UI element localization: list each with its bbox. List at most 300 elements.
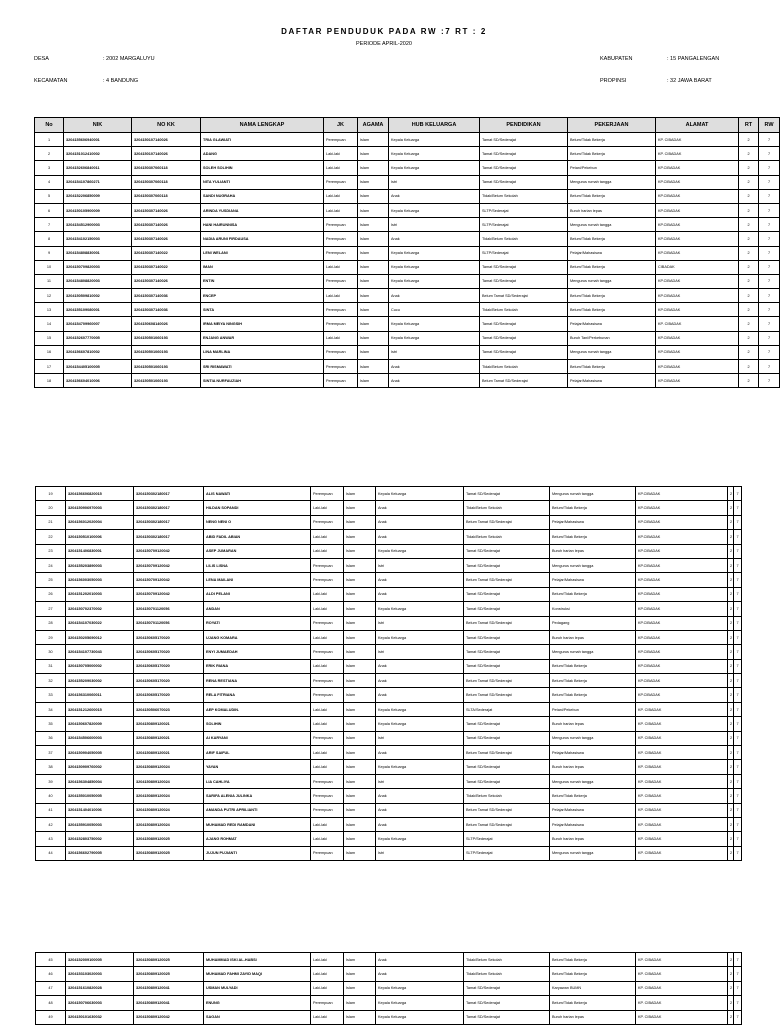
cell-no-kk: 3204150605170020 (134, 674, 204, 688)
cell-jk: Perempuan (324, 246, 358, 260)
table-row (35, 246, 780, 260)
cell-agama: Islam (358, 345, 389, 359)
cell-alamat: KP.CIBADAK (636, 558, 728, 572)
cell-hub-keluarga: Anak (376, 515, 464, 529)
cell-alamat: KP.CIBADAK (636, 602, 728, 616)
cell-pekerjaan: Belum/Tidak Bekerja (568, 232, 656, 246)
cell-rt: 2 (739, 345, 759, 359)
cell-rt: 2 (728, 774, 734, 788)
table-row (35, 203, 780, 217)
cell-rt: 2 (739, 175, 759, 189)
cell-no-kk: 3204150809120025 (134, 967, 204, 981)
table-row (35, 331, 780, 345)
cell-pekerjaan: Buruh harian lepas (550, 717, 636, 731)
cell-agama: Islam (344, 487, 376, 501)
cell-alamat: KP.CIBADAK (656, 246, 739, 260)
cell-pendidikan: Belum Tamat SD/Sederajat (480, 374, 568, 388)
cell-no: 11 (35, 274, 64, 288)
cell-no-kk: 3204150608140026 (132, 317, 201, 331)
cell-no: 49 (36, 1010, 66, 1024)
cell-pendidikan: Tamat SD/Sederajat (464, 602, 550, 616)
cell-nik: 3204155910050003 (66, 817, 134, 831)
table-row (36, 774, 742, 788)
cell-agama: Islam (344, 630, 376, 644)
cell-jk: Laki-laki (311, 501, 344, 515)
cell-jk: Perempuan (324, 218, 358, 232)
cell-hub-keluarga: Anak (376, 530, 464, 544)
cell-agama: Islam (358, 218, 389, 232)
cell-no-kk: 3204150501060193 (132, 331, 201, 345)
cell-no-kk: 3204150809120025 (134, 832, 204, 846)
cell-alamat: CIBADAK (656, 260, 739, 274)
cell-no-kk: 3204150307060118 (132, 175, 201, 189)
cell-pekerjaan: Petani/Pekebun (550, 702, 636, 716)
cell-alamat: KP.CIBADAK (656, 331, 739, 345)
cell-nik: 3204150709820003 (64, 260, 132, 274)
cell-pekerjaan: Belum/Tidak Bekerja (568, 260, 656, 274)
cell-nik: 3204150105900009 (64, 203, 132, 217)
cell-rt: 2 (728, 817, 734, 831)
cell-rw: 7 (734, 688, 742, 702)
cell-rt: 2 (728, 530, 734, 544)
cell-alamat: KP.CIBADAK (656, 161, 739, 175)
cell-agama: Islam (344, 717, 376, 731)
cell-alamat: KP.CIBADAK (636, 515, 728, 529)
cell-rt: 2 (728, 587, 734, 601)
cell-jk: Laki-laki (324, 147, 358, 161)
cell-nik: 3204156310060011 (66, 688, 134, 702)
cell-pendidikan: Belum Tamat SD/Sederajat (464, 688, 550, 702)
cell-jk: Laki-laki (324, 161, 358, 175)
cell-agama: Islam (344, 587, 376, 601)
cell-nik: 3204151610820028 (66, 981, 134, 995)
cell-nik: 3204154709960007 (64, 317, 132, 331)
cell-no-kk: 3204150307140036 (132, 303, 201, 317)
cell-alamat: KP. CIBADAK (636, 746, 728, 760)
cell-rt: 2 (728, 544, 734, 558)
cell-rw: 7 (759, 303, 780, 317)
cell-nama: RELA FITRIANA (204, 688, 311, 702)
cell-nama: SRI RISMAWATI (201, 360, 324, 374)
cell-hub-keluarga: Anak (376, 967, 464, 981)
cell-alamat: KP. CIBADAK (656, 317, 739, 331)
cell-jk: Perempuan (311, 515, 344, 529)
cell-nik: 3204150702370002 (66, 602, 134, 616)
cell-hub-keluarga: Anak (376, 688, 464, 702)
cell-no: 45 (36, 953, 66, 967)
cell-alamat: KP. CIBADAK (636, 1010, 728, 1024)
col-header-no-kk: NO KK (132, 118, 201, 133)
cell-pekerjaan: Pelajar/Mahasiswa (568, 374, 656, 388)
cell-no-kk: 3204150307140022 (132, 246, 201, 260)
cell-rt: 2 (728, 746, 734, 760)
cell-nik: 3204155010050005 (66, 789, 134, 803)
cell-pendidikan: Tidak/Belum Sekolah (464, 789, 550, 803)
cell-agama: Islam (344, 602, 376, 616)
cell-rt: 2 (739, 331, 759, 345)
cell-jk: Laki-laki (311, 630, 344, 644)
cell-alamat: KP. CIBADAK (636, 996, 728, 1010)
cell-hub-keluarga: Anak (376, 573, 464, 587)
cell-pekerjaan: Mengurus rumah tangga (568, 175, 656, 189)
table-row (35, 189, 780, 203)
cell-pendidikan: SLTP/Sederajat (464, 846, 550, 860)
population-table-page-1 (34, 117, 780, 388)
cell-agama: Islam (344, 544, 376, 558)
cell-nik: 3204156304850004 (66, 774, 134, 788)
cell-jk: Laki-laki (311, 717, 344, 731)
cell-rw: 7 (759, 218, 780, 232)
cell-hub-keluarga: Kepala Keluarga (376, 717, 464, 731)
cell-nik: 3204154512900003 (64, 218, 132, 232)
page-title: DAFTAR PENDUDUK PADA RW :7 RT : 2 (281, 27, 487, 36)
cell-pendidikan: Tamat SD/Sederajat (464, 717, 550, 731)
cell-no-kk: 3204150307140026 (132, 232, 201, 246)
cell-hub-keluarga: Istri (389, 218, 480, 232)
table-row (36, 674, 742, 688)
cell-agama: Islam (344, 953, 376, 967)
cell-pekerjaan: Belum/Tidak Bekerja (550, 688, 636, 702)
cell-jk: Perempuan (311, 558, 344, 572)
cell-jk: Laki-laki (311, 530, 344, 544)
cell-agama: Islam (344, 760, 376, 774)
cell-nama: HILDAN SOPANDI (204, 501, 311, 515)
col-header-rw: RW (759, 118, 780, 133)
cell-nama: IRMA MEIYA NINGSIH (201, 317, 324, 331)
cell-alamat: KP.CIBADAK (636, 530, 728, 544)
table-row (35, 360, 780, 374)
cell-alamat: KP. CIBADAK (656, 147, 739, 161)
cell-no-kk: 3204150809120024 (134, 803, 204, 817)
cell-pendidikan: Tamat SD/Sederajat (464, 645, 550, 659)
cell-pendidikan: Tamat SD/Sederajat (480, 133, 568, 147)
cell-agama: Islam (358, 175, 389, 189)
cell-no: 37 (36, 746, 66, 760)
cell-nama: ALDI PELANI (204, 587, 311, 601)
cell-nama: ADANG (201, 147, 324, 161)
cell-pekerjaan: Belum/Tidak Bekerja (568, 133, 656, 147)
cell-rt: 2 (728, 967, 734, 981)
cell-pekerjaan: Belum/Tidak Bekerja (550, 789, 636, 803)
cell-alamat: KP.CIBADAK (636, 487, 728, 501)
col-header-hub-keluarga: HUB KELUARGA (389, 118, 480, 133)
table-row (35, 303, 780, 317)
cell-hub-keluarga: Kepala Keluarga (376, 702, 464, 716)
cell-no-kk: 3204150709120042 (134, 558, 204, 572)
table-row (36, 501, 742, 515)
cell-alamat: KP. CIBADAK (636, 803, 728, 817)
cell-pekerjaan: Mengurus rumah tangga (568, 345, 656, 359)
cell-no-kk: 3204150809120021 (134, 731, 204, 745)
cell-no: 22 (36, 530, 66, 544)
cell-nama: ENTIN (201, 274, 324, 288)
cell-no: 12 (35, 289, 64, 303)
cell-jk: Perempuan (311, 996, 344, 1010)
cell-nik: 3204154107730043 (66, 645, 134, 659)
cell-rt: 2 (728, 616, 734, 630)
cell-no-kk: 3204150809120024 (134, 774, 204, 788)
cell-hub-keluarga: Kepala Keluarga (376, 996, 464, 1010)
cell-pendidikan: SLTA/Sederajat (464, 702, 550, 716)
cell-no-kk: 3204150302180017 (134, 487, 204, 501)
cell-rt: 2 (728, 630, 734, 644)
cell-rw: 7 (734, 630, 742, 644)
cell-nama: LENA MAILANI (204, 573, 311, 587)
cell-no: 25 (36, 573, 66, 587)
cell-pendidikan: Tamat SD/Sederajat (480, 331, 568, 345)
cell-rt: 2 (739, 189, 759, 203)
propinsi-label: PROPINSI (600, 78, 627, 84)
cell-nama: AJANG ROHMAT (204, 832, 311, 846)
cell-pekerjaan: Buruh harian lepas (550, 544, 636, 558)
cell-rt: 2 (728, 760, 734, 774)
cell-nik: 3204150909760002 (66, 760, 134, 774)
cell-pekerjaan: Belum/Tidak Bekerja (550, 659, 636, 673)
cell-pendidikan: SLTP/Sederajat (480, 218, 568, 232)
cell-nama: ARINDA YUSDIANA (201, 203, 324, 217)
kecamatan-value: : 4 BANDUNG (103, 78, 139, 84)
table-row (35, 232, 780, 246)
cell-alamat: KP. CIBADAK (636, 967, 728, 981)
cell-rw: 7 (734, 760, 742, 774)
cell-nama: TRIA GLAWIATI (201, 133, 324, 147)
cell-alamat: KP. CIBADAK (636, 981, 728, 995)
cell-rw: 7 (734, 717, 742, 731)
cell-no: 2 (35, 147, 64, 161)
cell-rw: 7 (759, 360, 780, 374)
cell-no-kk: 3204150605170020 (134, 630, 204, 644)
cell-nik: 3204150205690012 (66, 630, 134, 644)
table-row (35, 317, 780, 331)
cell-agama: Islam (358, 147, 389, 161)
cell-no: 42 (36, 817, 66, 831)
cell-no-kk: 3204150501060193 (132, 360, 201, 374)
cell-pendidikan: Belum Tamat SD/Sederajat (464, 803, 550, 817)
col-header-no: No (35, 118, 64, 133)
cell-nik: 3204150904050005 (66, 746, 134, 760)
cell-jk: Perempuan (324, 374, 358, 388)
table-row (36, 515, 742, 529)
cell-pendidikan: Tamat SD/Sederajat (464, 1010, 550, 1024)
cell-no: 23 (36, 544, 66, 558)
cell-agama: Islam (344, 674, 376, 688)
kecamatan-label: KECAMATAN (34, 78, 68, 84)
cell-hub-keluarga: Kepala Keluarga (389, 133, 480, 147)
cell-jk: Laki-laki (311, 1010, 344, 1024)
cell-nama: LIA CAHLIYA (204, 774, 311, 788)
cell-jk: Perempuan (311, 645, 344, 659)
cell-hub-keluarga: Anak (389, 232, 480, 246)
cell-nama: RENA RESTIANA (204, 674, 311, 688)
cell-nik: 3204151404010006 (66, 803, 134, 817)
cell-nama: AMANDA PUTRI APRILIANTI (204, 803, 311, 817)
cell-nama: LENI WELANI (201, 246, 324, 260)
cell-rw: 7 (759, 133, 780, 147)
cell-pekerjaan: Belum/Tidak Bekerja (550, 674, 636, 688)
cell-alamat: KP.CIBADAK (636, 659, 728, 673)
cell-alamat: KP. CIBADAK (636, 789, 728, 803)
cell-pendidikan: SLTP/Sederajat (480, 203, 568, 217)
cell-alamat: KP. CIBADAK (636, 717, 728, 731)
cell-nik: 3204152009100005 (66, 953, 134, 967)
cell-rw: 7 (734, 817, 742, 831)
cell-nama: IMAN (201, 260, 324, 274)
cell-jk: Perempuan (324, 345, 358, 359)
cell-no: 7 (35, 218, 64, 232)
cell-pekerjaan: Mengurus rumah tangga (568, 218, 656, 232)
cell-hub-keluarga: Kepala Keluarga (376, 487, 464, 501)
cell-hub-keluarga: Kepala Keluarga (389, 331, 480, 345)
cell-hub-keluarga: Anak (389, 360, 480, 374)
table-row (35, 289, 780, 303)
cell-rw: 7 (734, 501, 742, 515)
table-row (35, 274, 780, 288)
cell-rw: 7 (734, 515, 742, 529)
cell-nama: ABID FADIL ABIAN (204, 530, 311, 544)
cell-no-kk: 3204150809120024 (134, 817, 204, 831)
cell-alamat: KP. CIBADAK (636, 817, 728, 831)
cell-pekerjaan: Karyawan BUMN (550, 981, 636, 995)
cell-pendidikan: Tamat SD/Sederajat (464, 760, 550, 774)
cell-nama: SINTIA NURFAUZIAH (201, 374, 324, 388)
cell-rw: 7 (734, 832, 742, 846)
cell-alamat: KP.CIBADAK (656, 218, 739, 232)
cell-alamat: KP.CIBADAK (636, 616, 728, 630)
cell-agama: Islam (344, 746, 376, 760)
cell-agama: Islam (344, 774, 376, 788)
cell-pekerjaan: Pelajar/Mahasiswa (550, 515, 636, 529)
cell-pendidikan: SLTP/Sederajat (464, 832, 550, 846)
cell-alamat: KP.CIBADAK (656, 374, 739, 388)
cell-pekerjaan: Mengurus rumah tangga (550, 846, 636, 860)
cell-no: 30 (36, 645, 66, 659)
cell-nama: ROYATI (204, 616, 311, 630)
cell-no: 26 (36, 587, 66, 601)
cell-agama: Islam (344, 515, 376, 529)
cell-nama: SOLEH SOLIHIN (201, 161, 324, 175)
cell-no: 43 (36, 832, 66, 846)
cell-nama: SANDI NUGRAHA (201, 189, 324, 203)
cell-alamat: KP.CIBADAK (656, 289, 739, 303)
cell-pendidikan: Tidak/Belum Sekolah (480, 232, 568, 246)
cell-pendidikan: Tamat SD/Sederajat (480, 345, 568, 359)
cell-rt: 2 (739, 274, 759, 288)
cell-jk: Perempuan (311, 846, 344, 860)
cell-nama: LILIS LISNA (204, 558, 311, 572)
cell-pendidikan: Tamat SD/Sederajat (464, 487, 550, 501)
cell-agama: Islam (344, 846, 376, 860)
cell-agama: Islam (358, 260, 389, 274)
cell-nama: ENJANG ANWAR (201, 331, 324, 345)
cell-nik: 3204151212600015 (66, 702, 134, 716)
cell-pendidikan: Tamat SD/Sederajat (480, 175, 568, 189)
table-row (35, 133, 780, 147)
cell-no: 31 (36, 659, 66, 673)
cell-no-kk: 3204150506070023 (134, 702, 204, 716)
cell-nik: 3204151012410002 (64, 147, 132, 161)
cell-rw: 7 (759, 147, 780, 161)
col-header-rt: RT (739, 118, 759, 133)
cell-alamat: KP.CIBADAK (656, 175, 739, 189)
table-row (36, 630, 742, 644)
cell-rw: 7 (734, 544, 742, 558)
cell-pekerjaan: Buruh harian lepas (550, 1010, 636, 1024)
table-row (36, 573, 742, 587)
cell-no: 6 (35, 203, 64, 217)
table-row (36, 817, 742, 831)
cell-hub-keluarga: Anak (376, 674, 464, 688)
cell-nik: 3204150906970003 (66, 501, 134, 515)
table-row (36, 967, 742, 981)
cell-alamat: KP. CIBADAK (636, 731, 728, 745)
cell-rt: 2 (739, 374, 759, 388)
desa-value: : 2002 MARGALUYU (103, 56, 155, 62)
cell-agama: Islam (344, 688, 376, 702)
cell-agama: Islam (344, 501, 376, 515)
table-row (36, 1010, 742, 1024)
cell-agama: Islam (344, 981, 376, 995)
cell-hub-keluarga: Anak (376, 803, 464, 817)
cell-jk: Perempuan (324, 232, 358, 246)
cell-rw: 7 (759, 331, 780, 345)
cell-jk: Laki-laki (311, 587, 344, 601)
cell-nik: 3204156604010006 (64, 374, 132, 388)
cell-rw: 7 (734, 558, 742, 572)
cell-pekerjaan: Buruh harian lepas (550, 832, 636, 846)
cell-pekerjaan: Pelajar/Mahasiswa (550, 573, 636, 587)
table-row (35, 345, 780, 359)
cell-nik: 3204152606840011 (64, 161, 132, 175)
cell-hub-keluarga: Istri (389, 345, 480, 359)
cell-nama: SINTA (201, 303, 324, 317)
cell-nik: 3204156602790005 (66, 846, 134, 860)
cell-no: 24 (36, 558, 66, 572)
cell-pendidikan: Belum Tamat SD/Sederajat (464, 616, 550, 630)
cell-no-kk: 3204150302180017 (134, 530, 204, 544)
cell-nama: NADIA ARUNI FIRDAUSA (201, 232, 324, 246)
cell-no: 46 (36, 967, 66, 981)
cell-no: 39 (36, 774, 66, 788)
cell-jk: Perempuan (311, 674, 344, 688)
cell-hub-keluarga: Anak (376, 659, 464, 673)
cell-pendidikan: Tidak/Belum Sekolah (464, 953, 550, 967)
population-table-page-2 (35, 486, 742, 861)
cell-pendidikan: Tamat SD/Sederajat (464, 996, 550, 1010)
cell-nik: 3204155203890003 (66, 558, 134, 572)
cell-no: 4 (35, 175, 64, 189)
cell-pendidikan: Belum Tamat SD/Sederajat (464, 515, 550, 529)
cell-hub-keluarga: Istri (389, 175, 480, 189)
cell-no: 27 (36, 602, 66, 616)
table-row (36, 803, 742, 817)
cell-no-kk: 3204150307140026 (132, 274, 201, 288)
table-row (35, 218, 780, 232)
table-row (35, 260, 780, 274)
cell-no-kk: 3204150307140022 (132, 260, 201, 274)
cell-jk: Laki-laki (311, 817, 344, 831)
cell-hub-keluarga: Kepala Keluarga (376, 1010, 464, 1024)
cell-rt: 2 (728, 501, 734, 515)
cell-no: 8 (35, 232, 64, 246)
cell-jk: Laki-laki (311, 832, 344, 846)
cell-pendidikan: Tamat SD/Sederajat (480, 274, 568, 288)
cell-jk: Laki-laki (311, 602, 344, 616)
cell-rt: 2 (728, 953, 734, 967)
cell-nama: ENUNG (204, 996, 311, 1010)
cell-agama: Islam (344, 731, 376, 745)
cell-jk: Laki-laki (311, 981, 344, 995)
cell-no-kk: 3204150307140036 (132, 289, 201, 303)
